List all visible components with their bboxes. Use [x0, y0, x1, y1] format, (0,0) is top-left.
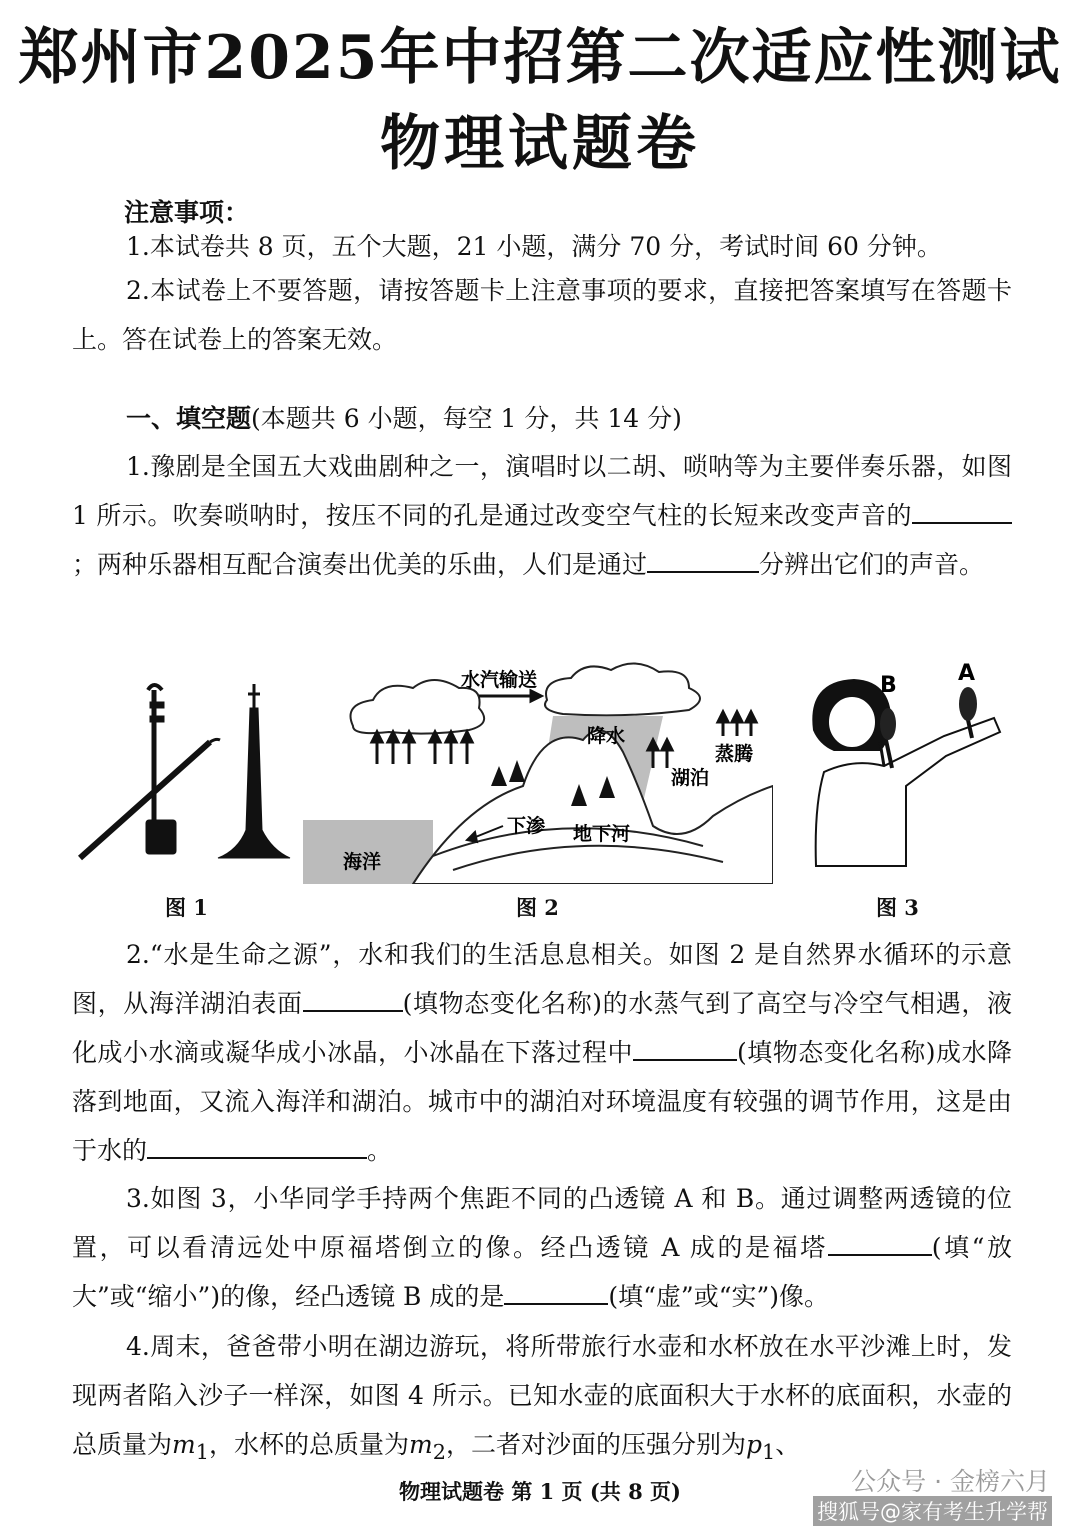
answer-blank[interactable]	[633, 1037, 737, 1061]
answer-blank[interactable]	[912, 500, 1012, 524]
q2-text-b: (填物态变化名称)的水蒸气到了高空与冷空气相遇，液化成小水滴或凝华成小冰晶，小冰晶在下落过程中	[72, 989, 1012, 1067]
notice-item-1: 1.本试卷共 8 页，五个大题，21 小题，满分 70 分，考试时间 60 分钟。	[126, 232, 942, 261]
fig2-label-vapor: 水汽输送	[461, 669, 538, 691]
q4-var-m2-sub: 2	[432, 1440, 446, 1464]
fig2-label-lake: 湖泊	[671, 767, 710, 789]
q2-text-a: 2.“水是生命之源”，水和我们的生活息息相关。如图 2 是自然界水循环的示意图，从海洋湖泊表面	[72, 940, 1012, 1018]
question-2	[72, 930, 1012, 1175]
suona-icon	[218, 684, 290, 858]
fig2-label-ocean: 海洋	[343, 851, 382, 873]
answer-blank[interactable]	[828, 1232, 932, 1256]
q4-text-c: ，二者对沙面的压强分别为	[446, 1430, 747, 1459]
fig3-label-a: A	[958, 661, 976, 686]
notice-item-2: 2.本试卷上不要答题，请按答题卡上注意事项的要求，直接把答案填写在答题卡上。答在试卷上的答案无效。	[72, 276, 1012, 354]
q3-text-b: (填“放大”或“缩小”)的像，经凸透镜 B 成的是	[72, 1233, 1012, 1311]
q1-text-a: 1.豫剧是全国五大戏曲剧种之一，演唱时以二胡、唢呐等为主要伴奏乐器，如图 1 所示。吹奏唢呐时，按压不同的孔是通过改变空气柱的长短来改变声音的	[72, 452, 1012, 530]
page-footer: 物理试题卷 第 1 页 (共 8 页)	[399, 1479, 681, 1504]
q4-var-p1: p	[746, 1430, 763, 1459]
fig2-label-evaporate: 蒸腾	[715, 743, 754, 765]
answer-blank[interactable]	[647, 549, 759, 573]
q3-text-c: (填“虚”或“实”)像。	[608, 1282, 830, 1311]
q4-text-a: 4.周末，爸爸带小明在湖边游玩，将所带旅行水壶和水杯放在水平沙滩上时，发现两者陷入沙子一样深，如图 4 所示。已知水壶的底面积大于水杯的底面积，水壶的总质量为	[72, 1332, 1012, 1459]
erhu-icon	[80, 685, 220, 858]
vapor-arrow-icon	[479, 691, 541, 701]
q4-var-p1-sub: 1	[762, 1440, 776, 1464]
fig2-label-underground: 地下河	[573, 823, 631, 845]
notice-heading: 注意事项：	[124, 198, 250, 227]
section-1-desc: (本题共 6 小题，每空 1 分，共 14 分)	[251, 404, 682, 433]
q3-text-a: 3.如图 3，小华同学手持两个焦距不同的凸透镜 A 和 B。通过调整两透镜的位置，可以看清远处中原福塔倒立的像。经凸透镜 A 成的是福塔	[72, 1184, 1012, 1262]
answer-blank[interactable]	[504, 1281, 608, 1305]
q2-text-c: (填物态变化名称)成水降落到地面，又流入海洋和湖泊。城市中的湖泊对环境温度有较强的调节作用，这是由于水的	[72, 1038, 1012, 1165]
section-1-title: 一、填空题	[126, 404, 252, 433]
q4-text-b: ，水杯的总质量为	[209, 1430, 410, 1459]
exam-subtitle: 物理试题卷	[380, 109, 700, 179]
exam-title: 郑州市2025年中招第二次适应性测试	[18, 23, 1062, 93]
watermark-wechat: 公众号 · 金榜六月	[851, 1467, 1050, 1496]
q2-text-d: 。	[367, 1136, 393, 1165]
figure-1-caption: 图 1	[165, 895, 208, 920]
q4-text-d: 、	[775, 1430, 801, 1459]
figure-2-caption: 图 2	[516, 895, 559, 920]
fig3-label-b: B	[880, 673, 897, 698]
fig2-label-seep: 下渗	[507, 815, 546, 837]
q1-text-b: ；两种乐器相互配合演奏出优美的乐曲，人们是通过	[72, 550, 648, 579]
q4-var-m2: m	[409, 1430, 433, 1459]
figure-2-water-cycle	[303, 656, 773, 884]
q4-var-m1: m	[172, 1430, 196, 1459]
section-1-header	[72, 394, 1012, 443]
figure-1-instruments	[72, 680, 302, 870]
answer-blank[interactable]	[147, 1135, 367, 1159]
figure-3-girl-lenses	[800, 660, 1010, 874]
question-3	[72, 1174, 1012, 1321]
fig2-label-rain: 降水	[587, 725, 626, 747]
q1-text-c: 分辨出它们的声音。	[759, 550, 985, 579]
question-4	[72, 1322, 1012, 1477]
watermark-sohu: 搜狐号@家有考生升学帮	[813, 1496, 1052, 1526]
answer-blank[interactable]	[303, 988, 403, 1012]
question-1	[72, 442, 1012, 589]
q4-var-m1-sub: 1	[195, 1440, 209, 1464]
figure-3-caption: 图 3	[876, 895, 919, 920]
